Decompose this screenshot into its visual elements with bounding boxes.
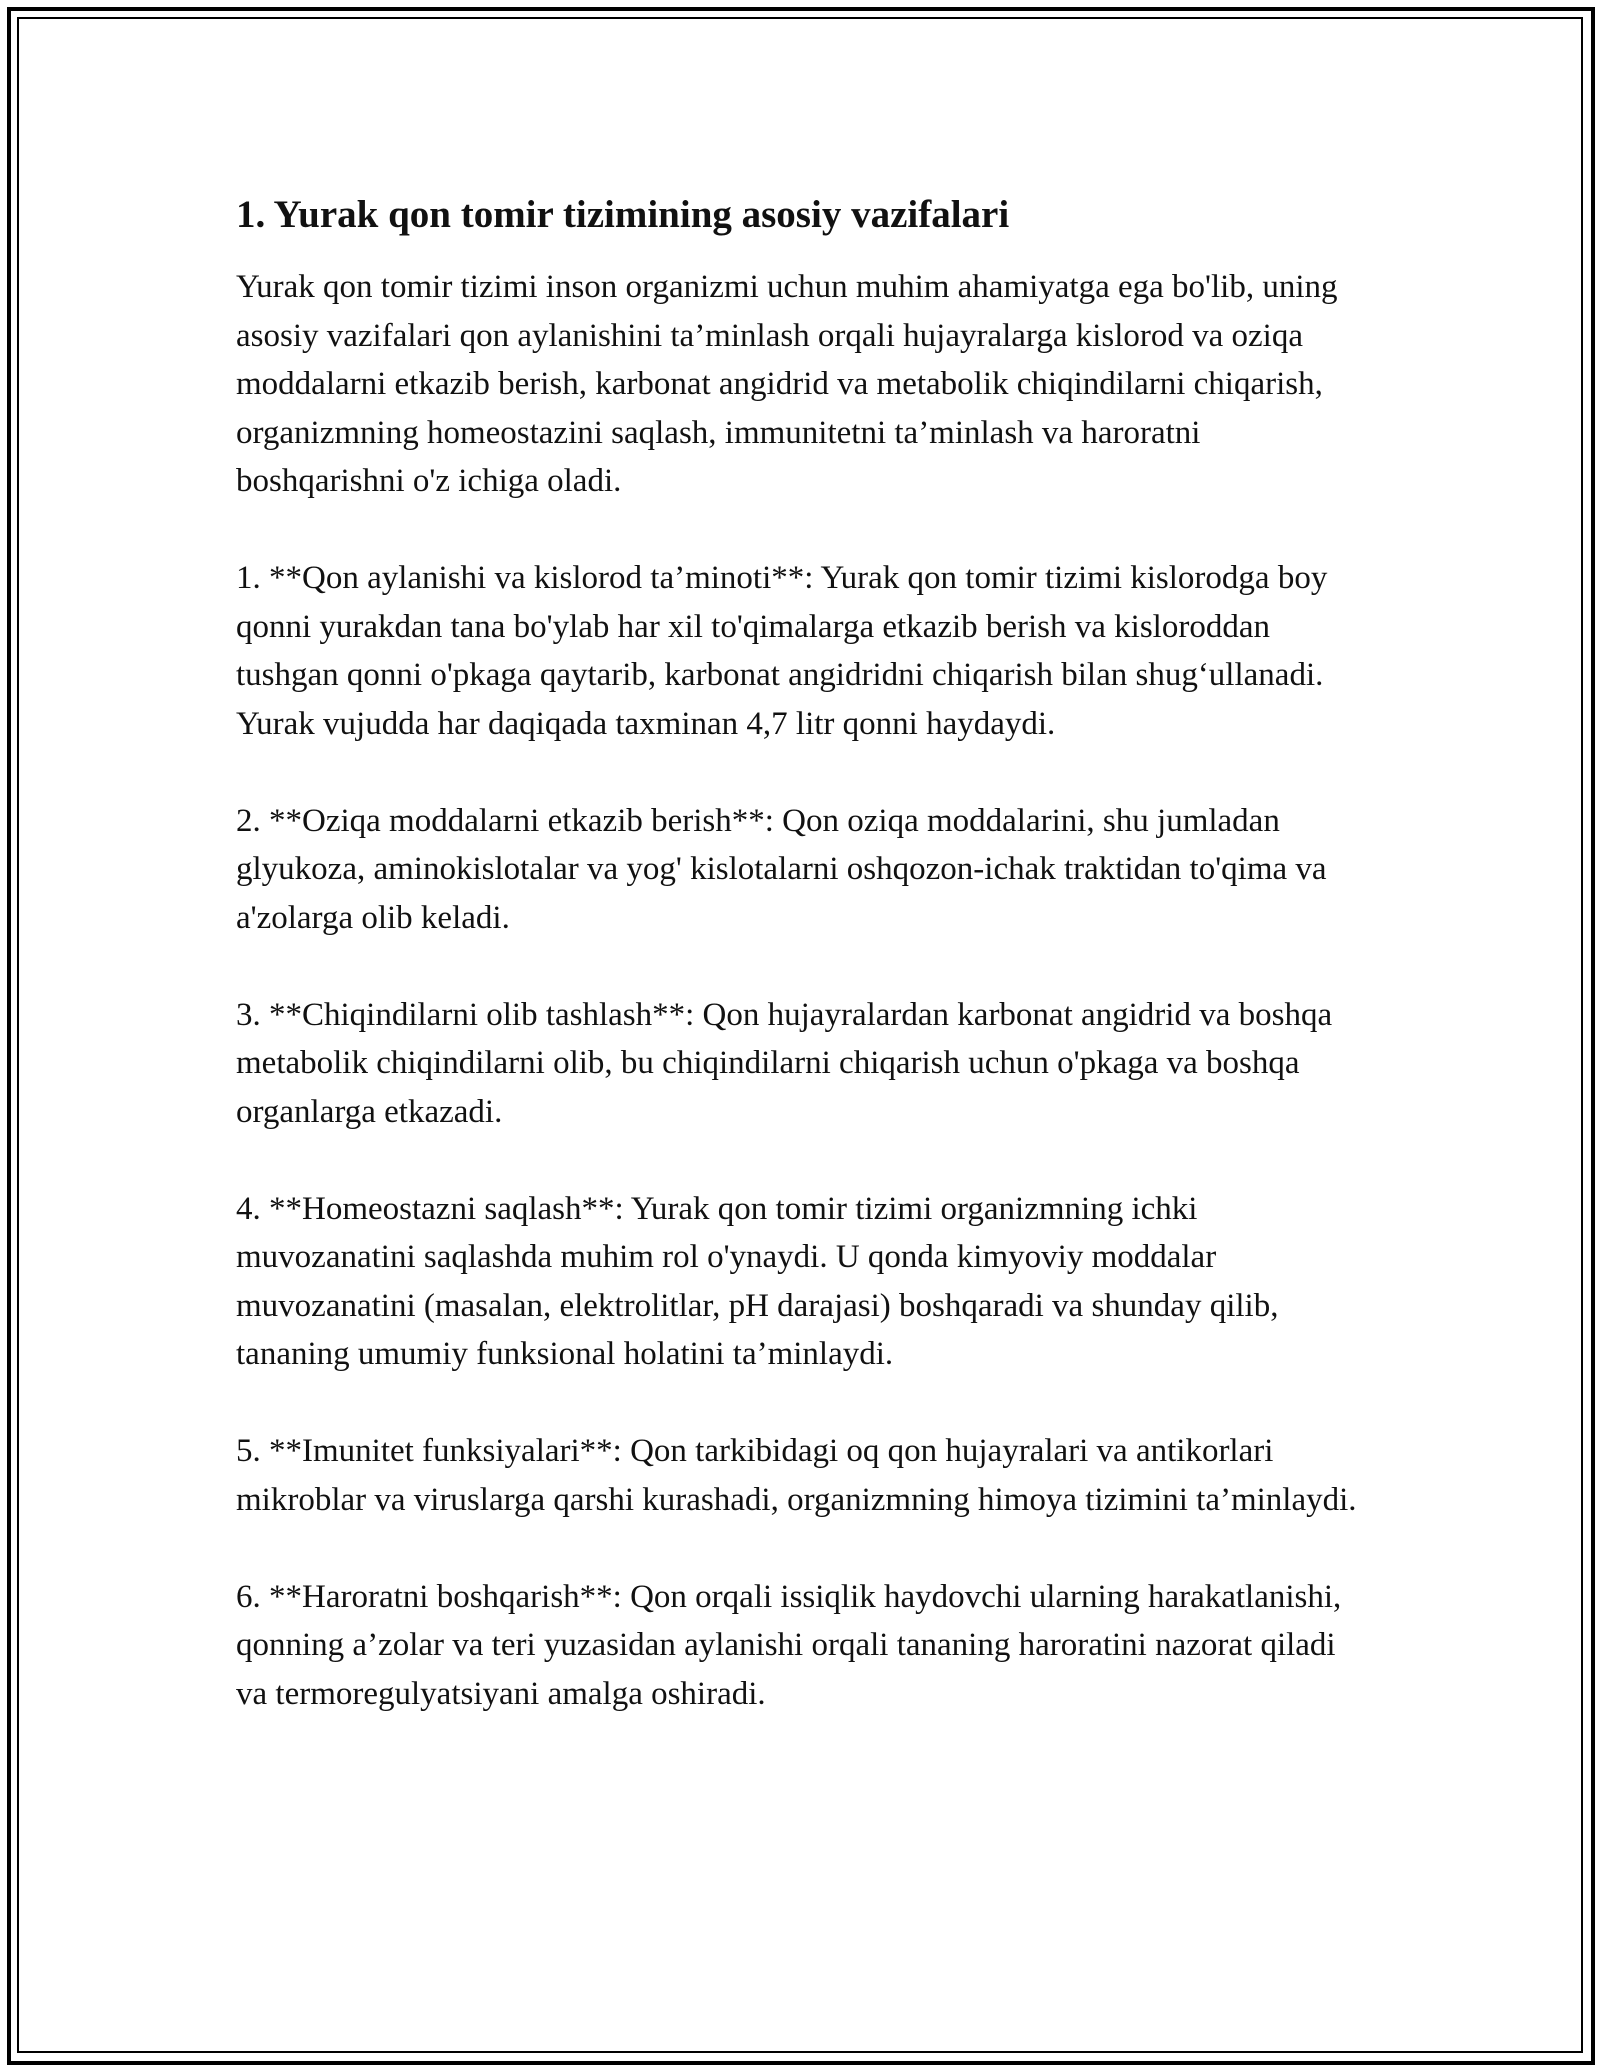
list-item-nutrients: 2. **Oziqa moddalarni etkazib berish**: Qon oziqa moddalarini, shu jumladan glyukoza, aminokislotalar va yog' kislotalarni oshqozon-ichak traktidan to'qima va a'zolarga olib keladi. (236, 802, 1327, 936)
list-item-homeostasis: 4. **Homeostazni saqlash**: Yurak qon tomir tizimi organizmning ichki muvozanatini saqlashda muhim rol o'ynaydi. U qonda kimyoviy moddalar muvozanatini (masalan, elektrolitlar, pH darajasi) boshqaradi va shunday qilib, tananing umumiy funksional holatini ta’minlaydi. (236, 1190, 1279, 1372)
list-item-immunity: 5. **Imunitet funksiyalari**: Qon tarkibidagi oq qon hujayralari va antikorlari mikroblar va viruslarga qarshi kurashadi, organizmning himoya tizimini ta’minlaydi. (236, 1433, 1357, 1518)
intro-paragraph: Yurak qon tomir tizimi inson organizmi uchun muhim ahamiyatga ega bo'lib, uning asosiy vazifalari qon aylanishini ta’minlash orqali hujayralarga kislorod va oziqa moddalarni etkazib berish, karbonat angidrid va metabolik chiqindilarni chiqarish, organizmning homeostazini saqlash, immunitetni ta’minlash va haroratni boshqarishni o'z ichiga oladi. (236, 269, 1338, 499)
list-item-circulation: 1. **Qon aylanishi va kislorod ta’minoti**: Yurak qon tomir tizimi kislorodga boy qonni yurakdan tana bo'ylab har xil to'qimalarga etkazib berish va kisloroddan tushgan qonni o'pkaga qaytarib, karbonat angidridni chiqarish bilan shug‘ullanadi. Yurak vujudda har daqiqada taxminan 4,7 litr qonni haydaydi. (236, 560, 1328, 742)
list-item-temperature: 6. **Haroratni boshqarish**: Qon orqali issiqlik haydovchi ularning harakatlanishi, qonning a’zolar va teri yuzasidan aylanishi orqali tananing haroratini nazorat qiladi va termoregulyatsiyani amalga oshiradi. (236, 1578, 1342, 1712)
document-body (236, 188, 1366, 1767)
document-title: 1. Yurak qon tomir tizimining asosiy vazifalari (236, 193, 1010, 236)
list-item-waste-removal: 3. **Chiqindilarni olib tashlash**: Qon hujayralardan karbonat angidrid va boshqa metabolik chiqindilarni olib, bu chiqindilarni chiqarish uchun o'pkaga va boshqa organlarga etkazadi. (236, 996, 1333, 1130)
